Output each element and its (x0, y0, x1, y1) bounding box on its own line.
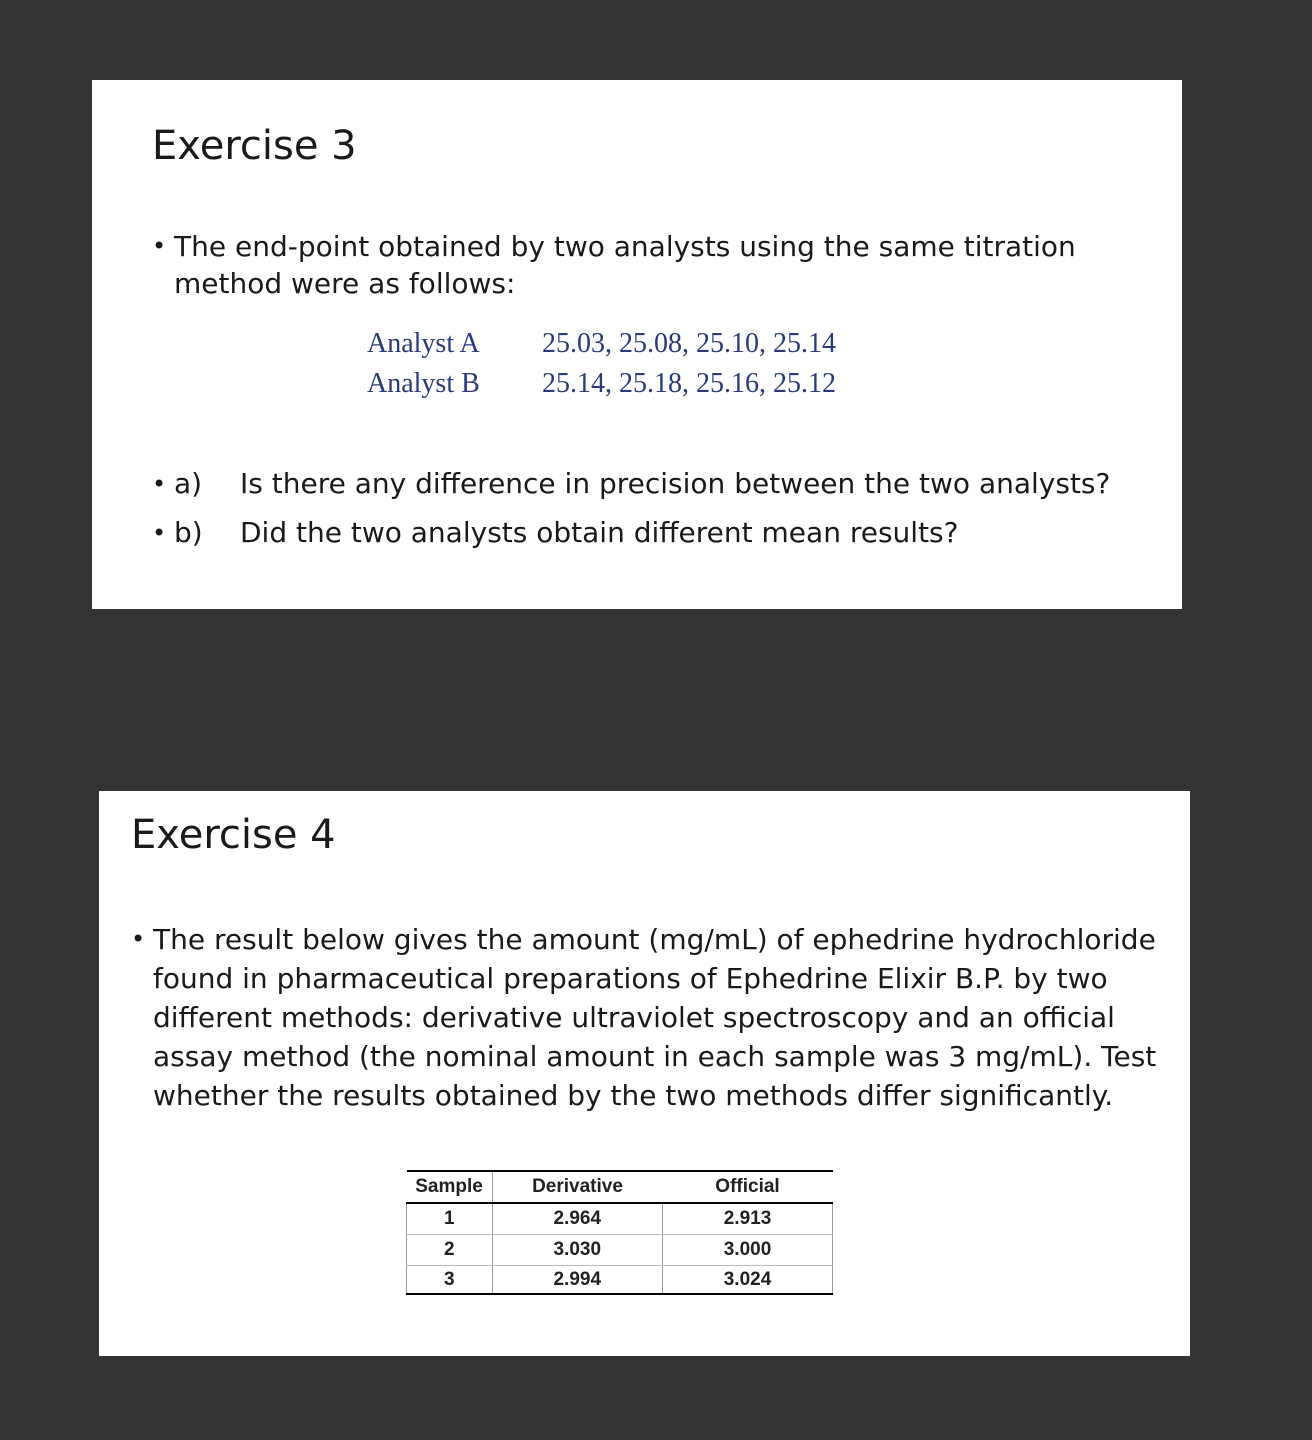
header-sample: Sample (407, 1171, 493, 1203)
table-header-row (407, 1171, 833, 1203)
analyst-name: Analyst A (367, 328, 480, 359)
cell-sample: 3 (407, 1266, 493, 1295)
analyst-results-table (367, 324, 836, 404)
bullet-icon: • (152, 232, 167, 260)
table-row (407, 1235, 833, 1266)
cell-derivative: 3.030 (492, 1235, 663, 1266)
question-label: a) (174, 467, 203, 500)
bullet-icon: • (131, 925, 146, 953)
exercise-3-title: Exercise 3 (152, 123, 357, 169)
exercise-3-intro-text: The end-point obtained by two analysts using the same titration method were as follows: (174, 230, 1076, 300)
cell-sample: 1 (407, 1203, 493, 1235)
analyst-row-b (367, 364, 836, 404)
cell-official: 3.000 (663, 1235, 833, 1266)
exercise-4-title: Exercise 4 (131, 812, 336, 858)
exercise-4-slide (99, 791, 1190, 1356)
analyst-row-a (367, 324, 836, 364)
header-derivative: Derivative (492, 1171, 663, 1203)
question-text: Is there any difference in precision between the two analysts? (240, 467, 1111, 500)
cell-official: 2.913 (663, 1203, 833, 1235)
cell-derivative: 2.994 (492, 1266, 663, 1295)
exercise-4-intro-text: The result below gives the amount (mg/mL) of ephedrine hydrochloride found in pharmaceutical preparations of Ephedrine Elixir B.P. by two different methods: derivative ultraviolet spectroscopy and an official assay method (the nominal amount in each sample was 3 mg/mL). Test whether the results obtained by the two methods differ significantly. (153, 923, 1157, 1112)
question-text: Did the two analysts obtain different mean results? (240, 516, 959, 549)
cell-derivative: 2.964 (492, 1203, 663, 1235)
exercise-3-slide (92, 80, 1182, 609)
question-label: b) (174, 516, 203, 549)
header-official: Official (663, 1171, 833, 1203)
table-row (407, 1203, 833, 1235)
question-b (152, 514, 959, 552)
question-a (152, 465, 1111, 503)
analyst-name: Analyst B (367, 368, 480, 399)
analyst-values: 25.14, 25.18, 25.16, 25.12 (542, 368, 836, 399)
ephedrine-results-table (406, 1170, 833, 1295)
analyst-values: 25.03, 25.08, 25.10, 25.14 (542, 328, 836, 359)
bullet-icon: • (152, 519, 167, 547)
exercise-4-intro-bullet (131, 920, 1173, 1115)
table-row (407, 1266, 833, 1295)
exercise-3-intro-bullet (152, 228, 1164, 302)
cell-sample: 2 (407, 1235, 493, 1266)
cell-official: 3.024 (663, 1266, 833, 1295)
bullet-icon: • (152, 470, 167, 498)
